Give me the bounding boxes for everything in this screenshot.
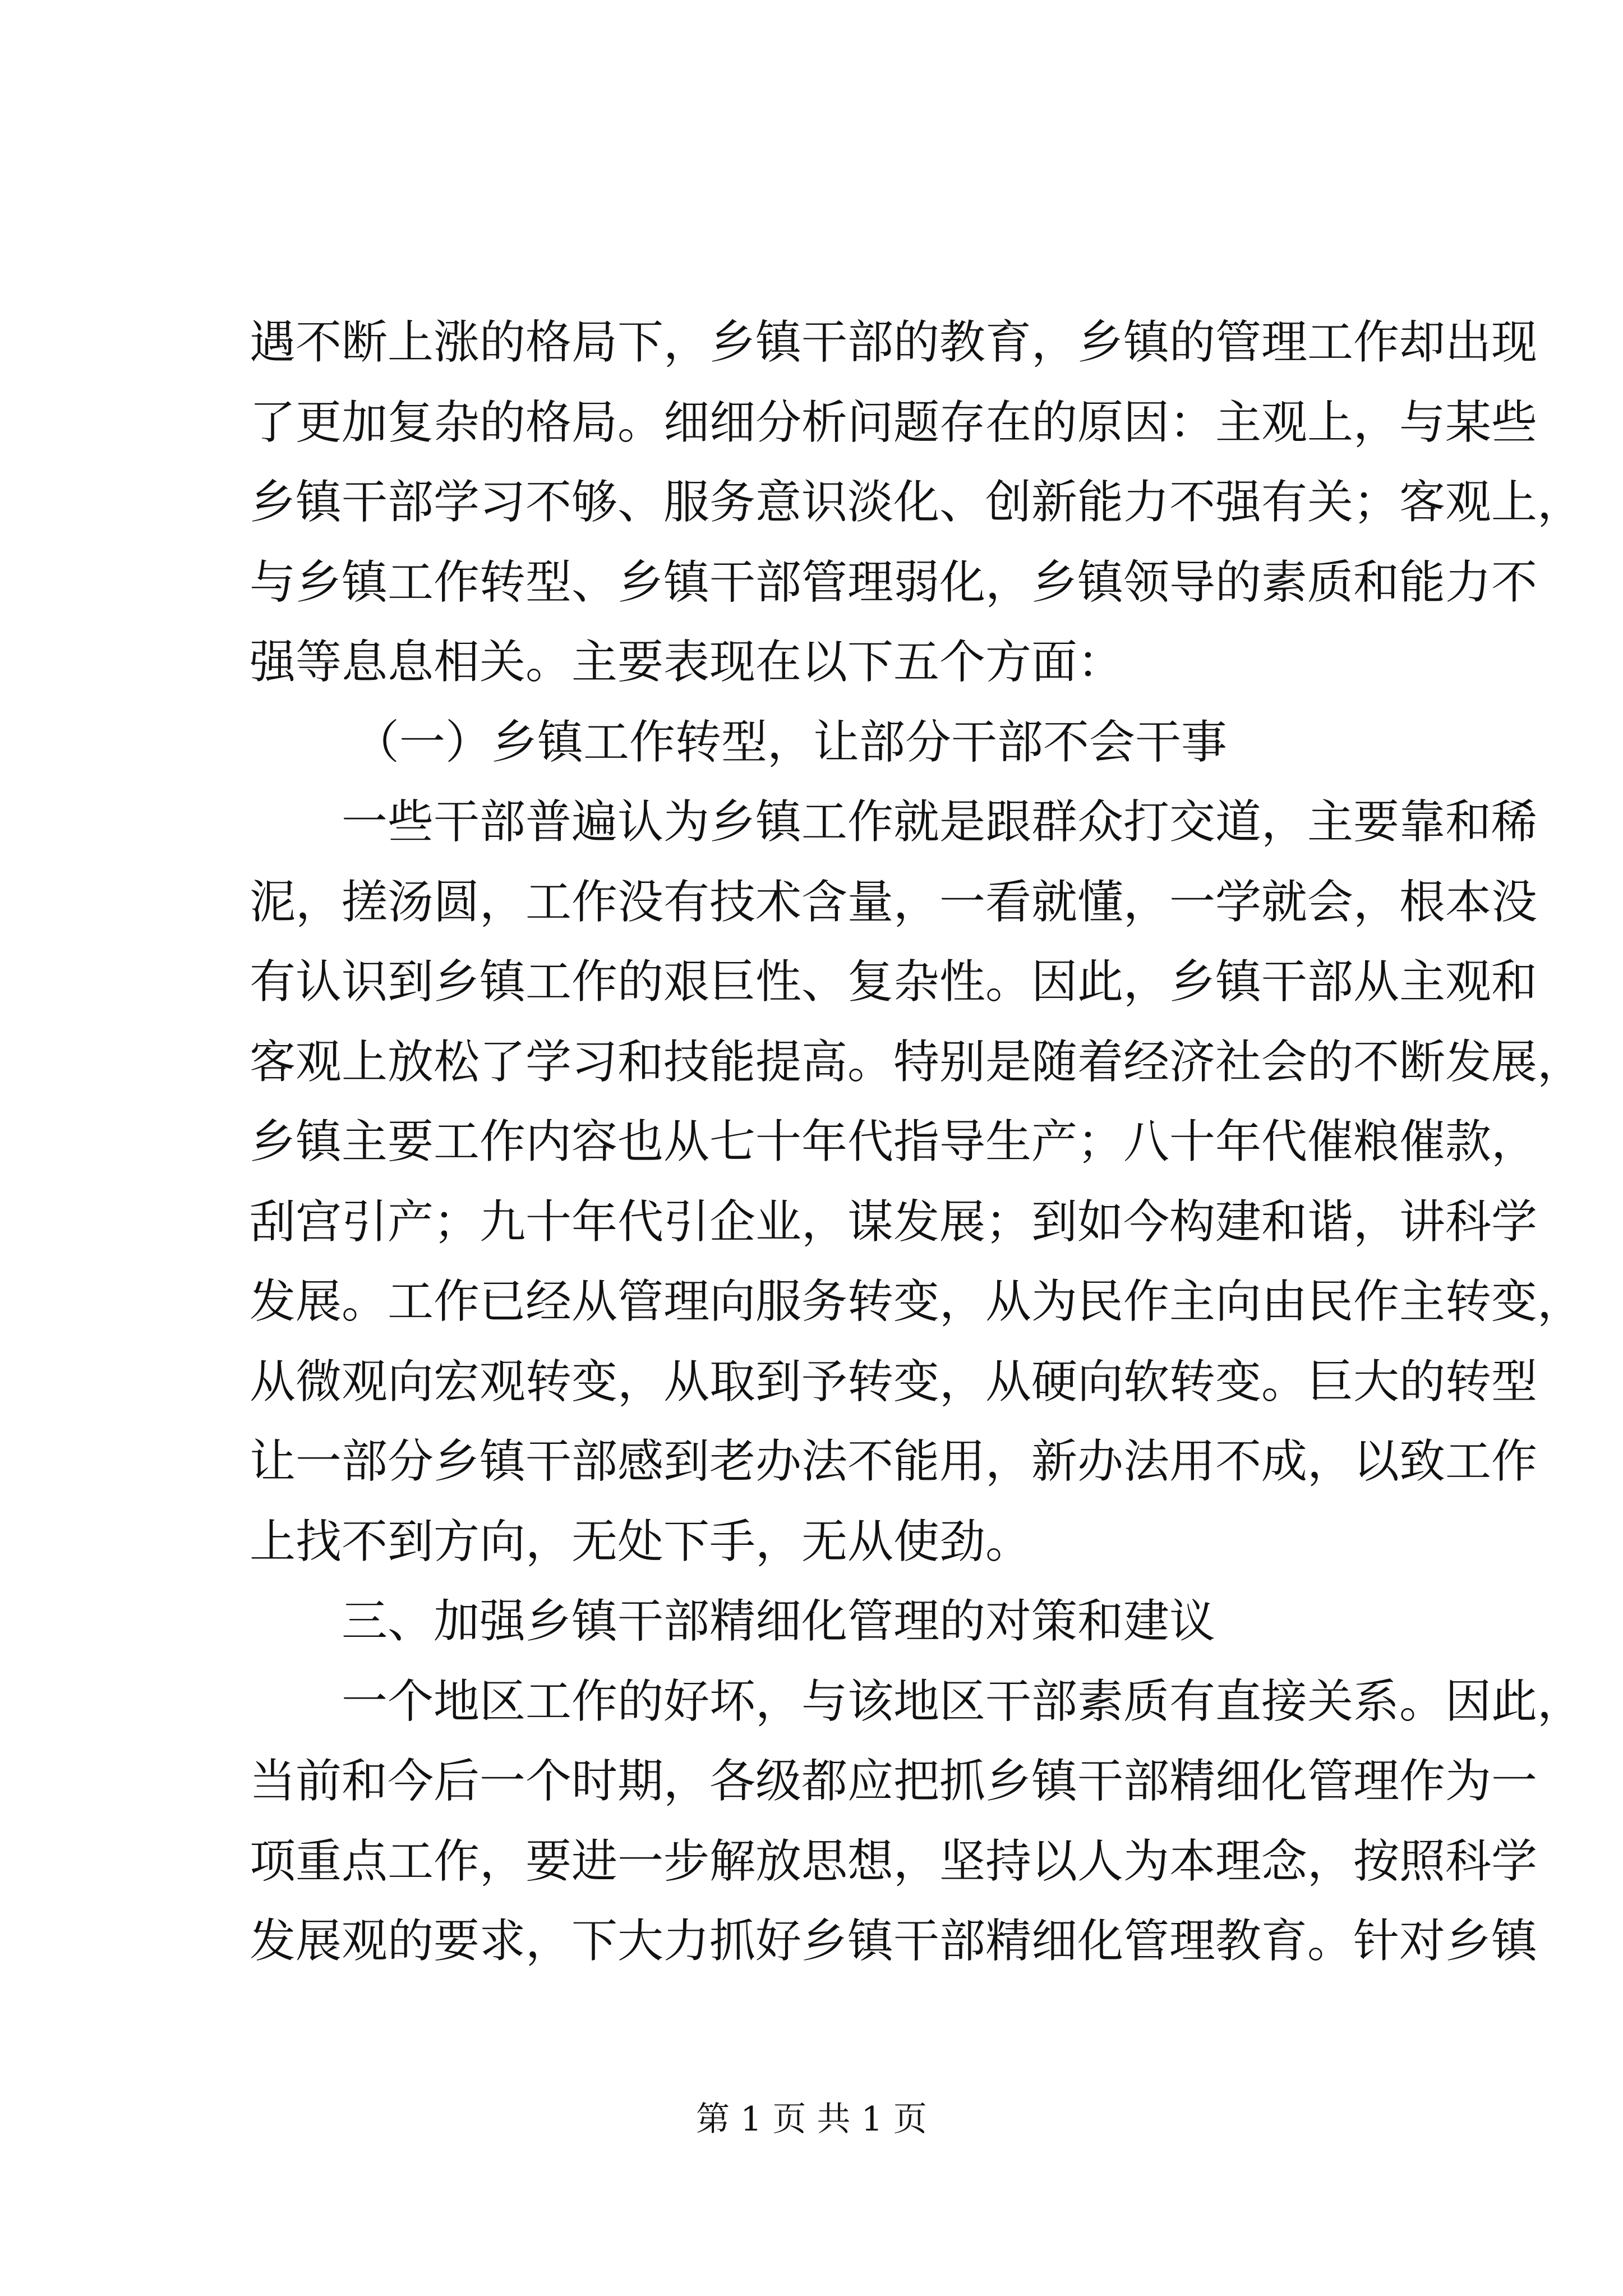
text-line: 客观上放松了学习和技能提高。特别是随着经济社会的不断发展， (250, 1035, 1584, 1089)
section-heading: 三、加强乡镇干部精细化管理的对策和建议 (342, 1595, 1216, 1648)
text-line: 了更加复杂的格局。细细分析问题存在的原因：主观上，与某些 (250, 395, 1538, 449)
page-footer: 第 1 页 共 1 页 (696, 2100, 927, 2139)
text-line: 强等息息相关。主要表现在以下五个方面： (250, 636, 1124, 689)
text-line: 遇不断上涨的格局下，乡镇干部的教育，乡镇的管理工作却出现 (250, 316, 1538, 369)
text-line: 泥，搓汤圆，工作没有技术含量，一看就懂，一学就会，根本没 (250, 875, 1538, 929)
text-line: 让一部分乡镇干部感到老办法不能用，新办法用不成，以致工作 (250, 1435, 1538, 1488)
text-line: 项重点工作，要进一步解放思想，坚持以人为本理念，按照科学 (250, 1834, 1538, 1888)
text-line: 与乡镇工作转型、乡镇干部管理弱化，乡镇领导的素质和能力不 (250, 555, 1538, 609)
text-line: 从微观向宏观转变，从取到予转变，从硬向软转变。巨大的转型 (250, 1355, 1538, 1409)
text-line: 当前和今后一个时期，各级都应把抓乡镇干部精细化管理作为一 (250, 1755, 1538, 1808)
text-line: 上找不到方向，无处下手，无从使劲。 (250, 1515, 1032, 1568)
text-line: 发展观的要求，下大力抓好乡镇干部精细化管理教育。针对乡镇 (250, 1915, 1538, 1968)
text-line: 一些干部普遍认为乡镇工作就是跟群众打交道，主要靠和稀 (342, 795, 1538, 849)
document-body (250, 303, 1584, 1982)
text-line: 乡镇主要工作内容也从七十年代指导生产；八十年代催粮催款， (250, 1115, 1538, 1168)
text-line: 有认识到乡镇工作的艰巨性、复杂性。因此，乡镇干部从主观和 (250, 955, 1538, 1009)
text-line: 一个地区工作的好坏，与该地区干部素质有直接关系。因此， (342, 1674, 1584, 1728)
text-line: 刮宫引产；九十年代引企业，谋发展；到如今构建和谐，讲科学 (250, 1195, 1538, 1249)
text-line: 发展。工作已经从管理向服务转变，从为民作主向由民作主转变， (250, 1275, 1584, 1328)
text-line: 乡镇干部学习不够、服务意识淡化、创新能力不强有关；客观上， (250, 476, 1584, 529)
section-heading: （一）乡镇工作转型，让部分干部不会干事 (353, 715, 1228, 769)
